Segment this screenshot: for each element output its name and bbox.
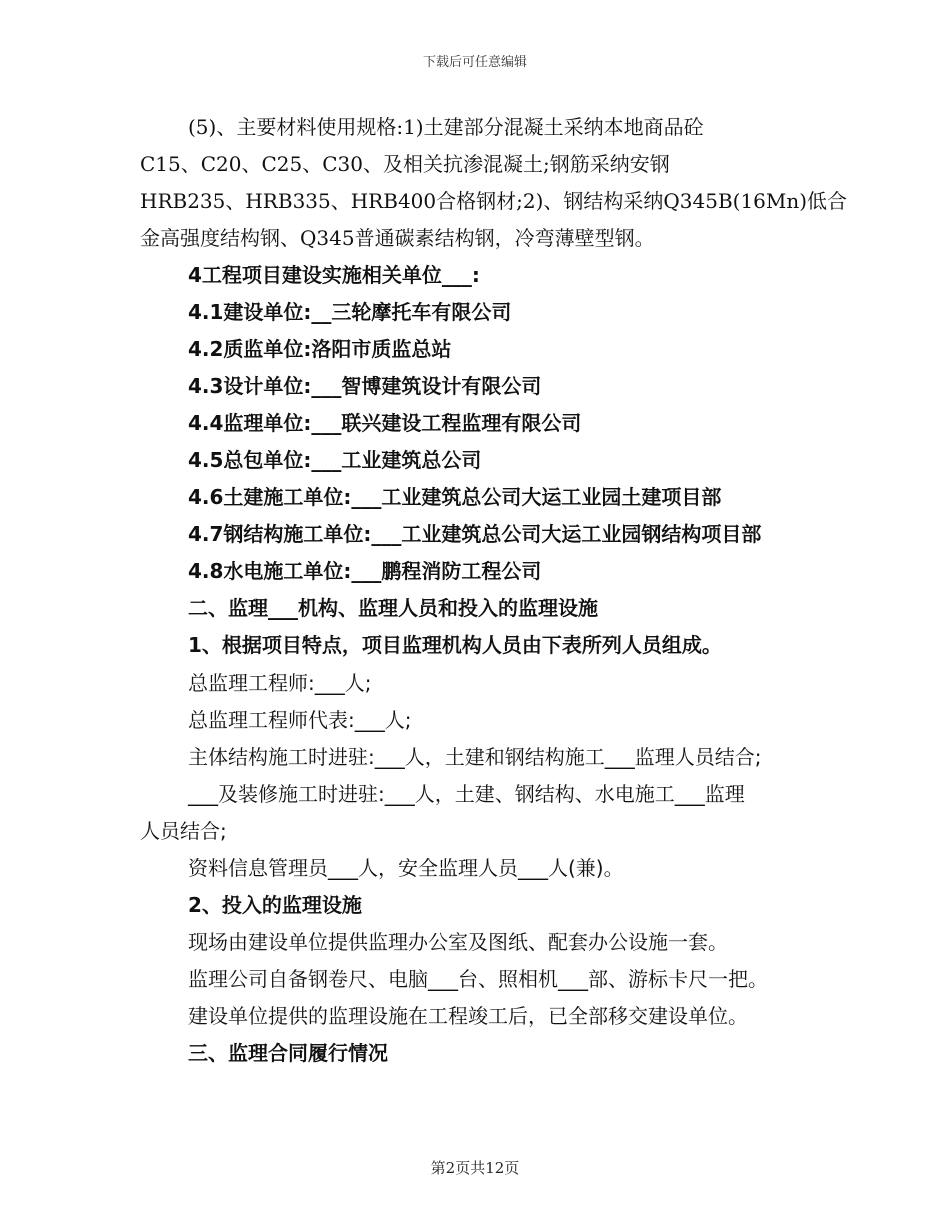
paragraph-materials-2: C15、C20、C25、C30、及相关抗渗混凝土;钢筋采纳安钢 xyxy=(140,152,670,176)
paragraph-materials-1: (5)、主要材料使用规格:1)土建部分混凝土采纳本地商品砼 xyxy=(188,115,704,139)
paragraph-materials-4: 金高强度结构钢、Q345普通碳素结构钢，冷弯薄壁型钢。 xyxy=(140,226,655,250)
page-header: 下载后可任意编辑 xyxy=(422,55,527,70)
staff-line-4: ___及装修施工时进驻:___人，土建、钢结构、水电施工___监理 xyxy=(188,782,745,806)
staff-line-1: 总监理工程师:___人; xyxy=(188,671,372,695)
section-heading-units: 4工程项目建设实施相关单位___: xyxy=(188,263,480,287)
unit-item-4-1: 4.1建设单位:__三轮摩托车有限公司 xyxy=(188,300,512,324)
section-heading-3: 三、监理合同履行情况 xyxy=(188,1041,388,1065)
subheading-staff: 1、根据项目特点，项目监理机构人员由下表所列人员组成。 xyxy=(188,633,722,657)
staff-line-2: 总监理工程师代表:___人; xyxy=(188,708,412,732)
staff-line-6: 资料信息管理员___人，安全监理人员___人(兼)。 xyxy=(188,856,624,880)
facility-line-3: 建设单位提供的监理设施在工程竣工后，已全部移交建设单位。 xyxy=(188,1004,748,1028)
subheading-facilities: 2、投入的监理设施 xyxy=(188,893,362,917)
unit-item-4-2: 4.2质监单位:洛阳市质监总站 xyxy=(188,337,452,361)
staff-line-3: 主体结构施工时进驻:___人，土建和钢结构施工___监理人员结合; xyxy=(188,745,762,769)
paragraph-materials-3: HRB235、HRB335、HRB400合格钢材;2)、钢结构采纳Q345B(16Mn)低合 xyxy=(140,189,848,213)
unit-item-4-6: 4.6土建施工单位:___工业建筑总公司大运工业园土建项目部 xyxy=(188,485,722,509)
unit-item-4-4: 4.4监理单位:___联兴建设工程监理有限公司 xyxy=(188,411,582,435)
staff-line-5: 人员结合; xyxy=(140,819,227,843)
unit-item-4-3: 4.3设计单位:___智博建筑设计有限公司 xyxy=(188,374,542,398)
unit-item-4-8: 4.8水电施工单位:___鹏程消防工程公司 xyxy=(188,559,542,583)
unit-item-4-5: 4.5总包单位:___工业建筑总公司 xyxy=(188,448,482,472)
section-heading-2: 二、监理___机构、监理人员和投入的监理设施 xyxy=(188,596,598,620)
facility-line-2: 监理公司自备钢卷尺、电脑___台、照相机___部、游标卡尺一把。 xyxy=(188,967,768,991)
facility-line-1: 现场由建设单位提供监理办公室及图纸、配套办公设施一套。 xyxy=(188,930,728,954)
unit-item-4-7: 4.7钢结构施工单位:___工业建筑总公司大运工业园钢结构项目部 xyxy=(188,522,762,546)
page-footer: 第2页共12页 xyxy=(430,1159,520,1177)
